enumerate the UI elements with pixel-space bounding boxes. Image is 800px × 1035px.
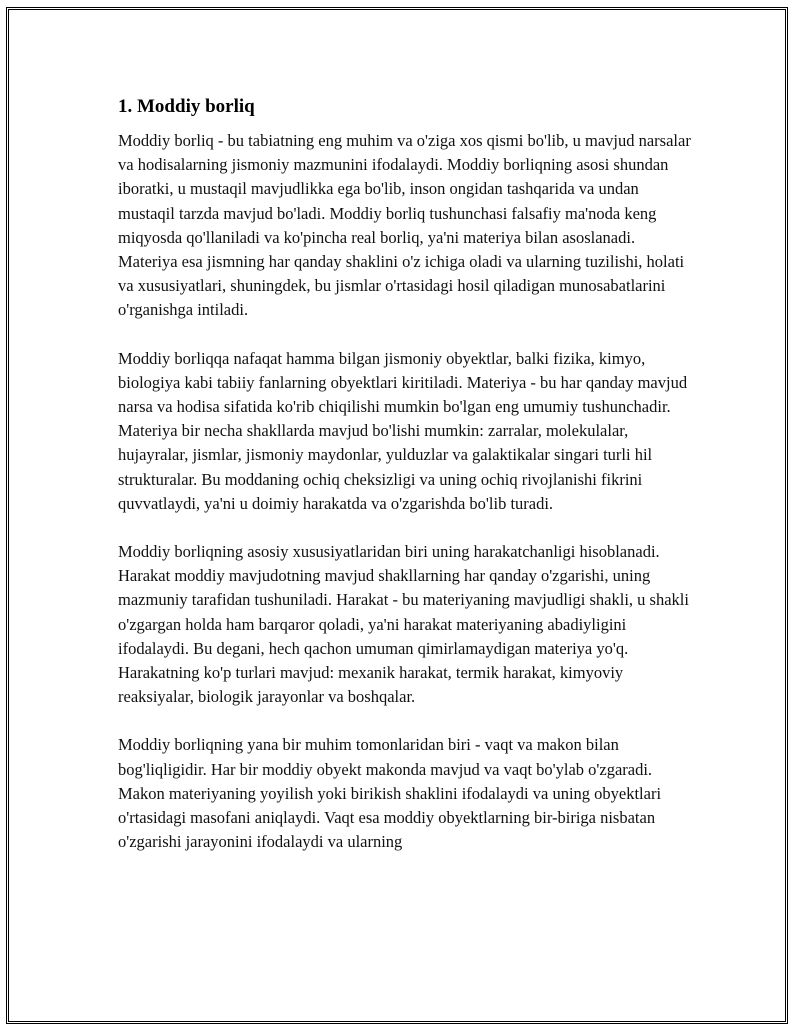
paragraph-2: Moddiy borliqqa nafaqat hamma bilgan jismoniy obyektlar, balki fizika, kimyo, biologiya kabi tabiiy fanlarning obyektlari kiritiladi. Materiya - bu har qanday mavjud narsa va hodisa sifatida ko'rib chiqilishi mumkin bo'lgan eng umumiy tushunchadir. Materiya bir necha shakllarda mavjud bo'lishi mumkin: zarralar, molekulalar, hujayralar, jismlar, jismoniy maydonlar, yulduzlar va galaktikalar singari turli hil strukturalar. Bu moddaning ochiq cheksizligi va uning ochiq rivojlanishi fikrini quvvatlaydi, ya'ni u doimiy harakatda va o'zgarishda bo'lib turadi. bbox=[118, 348, 688, 513]
document-body bbox=[118, 94, 693, 878]
paragraph-1: Moddiy borliq - bu tabiatning eng muhim va o'ziga xos qismi bo'lib, u mavjud narsalar va hodisalarning jismoniy mazmunini ifodalaydi. Moddiy borliqning asosi shundan iboratki, u mustaqil mavjudlikka ega bo'lib, inson ongidan tashqarida va undan mustaqil tarzda mavjud bo'ladi. Moddiy borliq tushunchasi falsafiy ma'noda keng miqyosda qo'llaniladi va ko'pincha real borliq, ya'ni materiya bilan asoslanadi. Materiya esa jismning har qanday shaklini o'z ichiga oladi va ularning tuzilishi, holati va xususiyatlari, shuningdek, bu jismlar o'rtasidagi hosil qiladigan munosabatlarini o'rganishga intiladi. bbox=[118, 131, 691, 320]
paragraph-4: Moddiy borliqning yana bir muhim tomonlaridan biri - vaqt va makon bilan bog'liqligidir. Har bir moddiy obyekt makonda mavjud va vaqt bo'ylab o'zgaradi. Makon materiyaning yoyilish yoki birikish shaklini ifodalaydi va uning obyektlari o'rtasidagi masofani aniqlaydi. Vaqt esa moddiy obyektlarning bir-biriga nisbatan o'zgarishi jarayonini ifodalaydi va ularning bbox=[118, 735, 662, 852]
section-title: 1. Moddiy borliq bbox=[118, 96, 255, 117]
paragraph-3: Moddiy borliqning asosiy xususiyatlaridan biri uning harakatchanligi hisoblanadi. Harakat moddiy mavjudotning mavjud shakllarning har qanday o'zgarishi, uning mazmuniy tarafidan tushuniladi. Harakat - bu materiyaning mavjudligi shakli, u shakli o'zgargan holda ham barqaror qoladi, ya'ni harakat materiyaning abadiyligini ifodalaydi. Bu degani, hech qachon umuman qimirlamaydigan materiya yo'q. Harakatning ko'p turlari mavjud: mexanik harakat, termik harakat, kimyoviy reaksiyalar, biologik jarayonlar va boshqalar. bbox=[118, 542, 689, 707]
